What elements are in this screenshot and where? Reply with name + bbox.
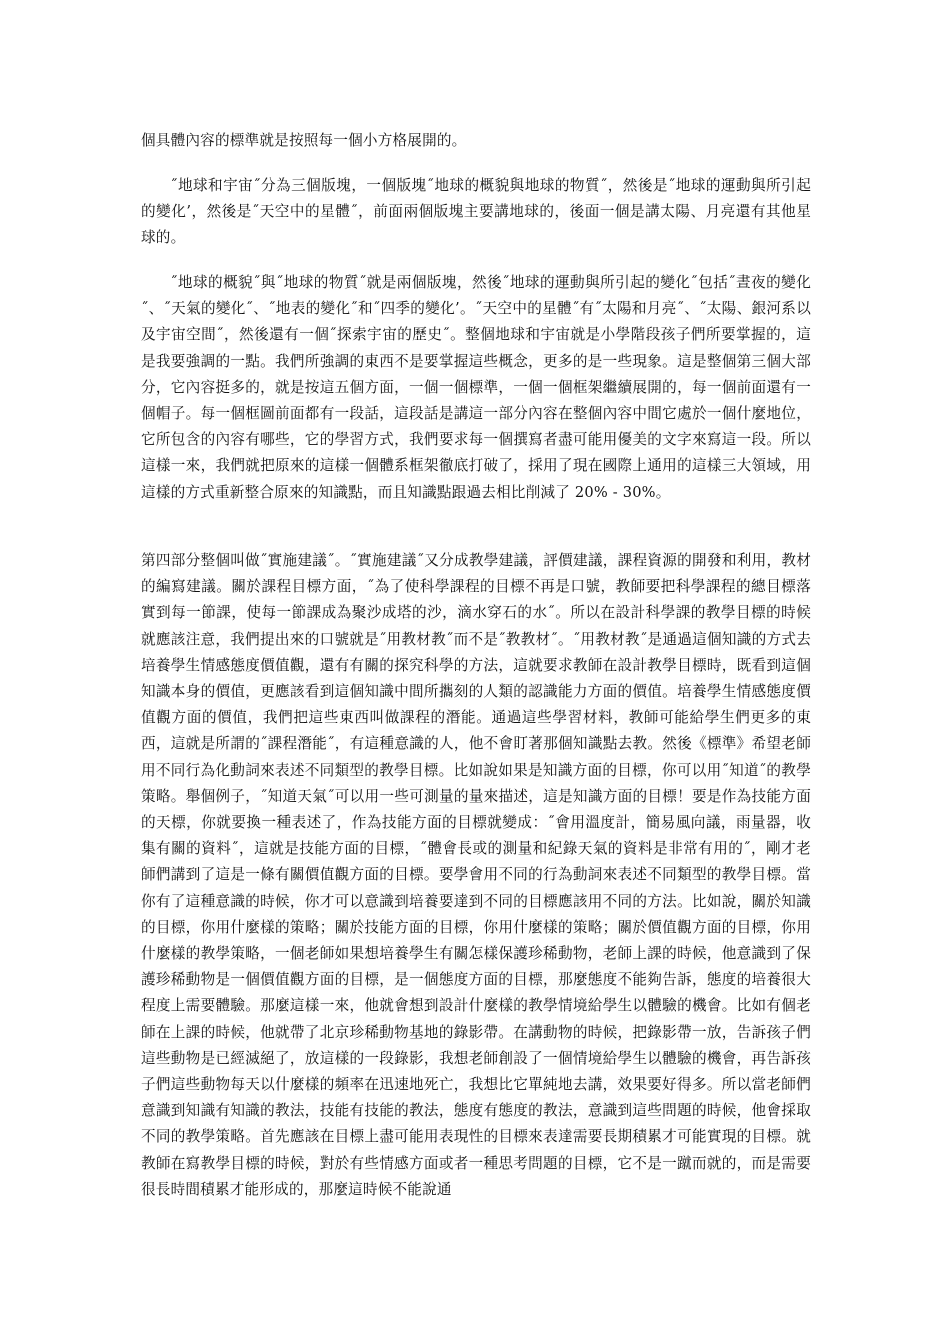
paragraph-3: ˝地球的概貌˝與˝地球的物質˝就是兩個版塊，然後˝地球的運動與所引起的變化˝包括˝晝夜的變化˝、˝天氣的變化˝、˝地表的變化˝和˝四季的變化’。˝天空中的星體˝有˝太陽和月亮˝、˝太陽、銀河系以及宇宙空間˝，然後還有一個˝探索宇宙的歷史˝。整個地球和宇宙就是小學階段孩子們所要掌握的，這是我要強調的一點。我們所強調的東西不是要掌握這些概念，更多的是一些現象。這是整個第三個大部分，它內容挺多的，就是按這五個方面，一個一個標準，一個一個框架繼續展開的，每一個前面還有一個帽子。每一個框圖前面都有一段話，這段話是講這一部分內容在整個內容中間它處於一個什麼地位，它所包含的內容有哪些，它的學習方式，我們要求每一個撰寫者盡可能用優美的文字來寫這一段。所以這樣一來，我們就把原來的這樣一個體系框架徹底打破了，採用了現在國際上通用的這樣三大領域，用這樣的方式重新整合原來的知識點，而且知識點跟過去相比削減了 20% - 30%。 [141,274,811,501]
paragraph-1: 個具體內容的標準就是按照每一個小方格展開的。 [141,132,467,149]
paragraph-2: ˝地球和宇宙˝分為三個版塊，一個版塊˝地球的概貌與地球的物質˝，然後是˝地球的運動與所引起的變化’，然後是˝天空中的星體˝，前面兩個版塊主要講地球的，後面一個是講太陽、月亮還有其他星球的。 [141,177,811,247]
paragraph-4: 第四部分整個叫做˝實施建議˝。˝實施建議˝又分成教學建議，評價建議，課程資源的開發和利用，教材的編寫建議。關於課程目標方面，˝為了使科學課程的目標不再是口號，教師要把科學課程的總目標落實到每一節課，使每一節課成為聚沙成塔的沙，滴水穿石的水˝。所以在設計科學課的教學目標的時候就應該注意，我們提出來的口號就是˝用教材教˝而不是˝教教材˝。˝用教材教˝是通過這個知識的方式去培養學生情感態度價值觀，還有有關的探究科學的方法，這就要求教師在設計教學目標時，既看到這個知識本身的價值，更應該看到這個知識中間所攜刻的人類的認識能力方面的價值。培養學生情感態度價值觀方面的價值，我們把這些東西叫做課程的潛能。通過這些學習材料，教師可能給學生們更多的東西，這就是所謂的˝課程潛能˝，有這種意識的人，他不會盯著那個知識點去教。然後《標準》希望老師用不同行為化動詞來表述不同類型的教學目標。比如說如果是知識方面的目標，你可以用˝知道˝的教學策略。舉個例子，˝知道天氣˝可以用一些可測量的量來描述，這是知識方面的目標！要是作為技能方面的天標，你就要換一種表述了，作為技能方面的目標就變成：˝會用溫度計，簡易風向議，雨量器，收集有關的資料˝，這就是技能方面的目標，˝體會長或的測量和紀錄天氣的資料是非常有用的˝，剛才老師們講到了這是一條有關價值觀方面的目標。要學會用不同的行為動詞來表述不同類型的教學目標。當你有了這種意識的時候，你才可以意識到培養要達到不同的目標應該用不同的方法。比如說，關於知識的目標，你用什麼樣的策略；關於技能方面的目標，你用什麼樣的策略；關於價值觀方面的目標，你用什麼樣的教學策略，一個老師如果想培養學生有關怎樣保護珍稀動物，老師上課的時候，他意識到了保護珍稀動物是一個價值觀方面的目標，是一個態度方面的目標，那麼態度不能夠告訴，態度的培養很大程度上需要體驗。那麼這樣一來，他就會想到設計什麼樣的教學情境給學生以體驗的機會。比如有個老師在上課的時候，他就帶了北京珍稀動物基地的錄影帶。在講動物的時候，把錄影帶一放，告訴孩子們這些動物是已經滅絕了，放這樣的一段錄影，我想老師創設了一個情境給學生以體驗的機會，再告訴孩子們這些動物每天以什麼樣的頻率在迅速地死亡，我想比它單純地去講，效果要好得多。所以當老師們意識到知識有知識的教法，技能有技能的教法，態度有態度的教法，意識到這些問題的時候，他會採取不同的教學策略。首先應該在目標上盡可能用表現性的目標來表達需要長期積累才可能實現的目標。就教師在寫教學目標的時候，對於有些情感方面或者一種思考問題的目標，它不是一蹴而就的，而是需要很長時間積累才能形成的，那麼這時候不能說通 [141,552,811,1198]
